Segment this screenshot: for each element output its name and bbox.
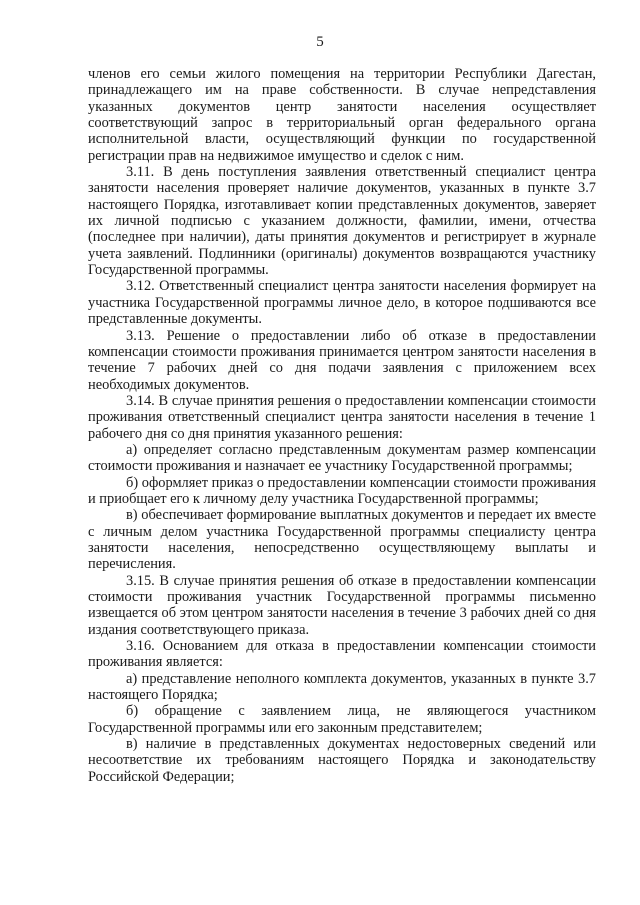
paragraph-3-13: 3.13. Решение о предоставлении либо об отказе в предоставлении компенсации стоимости проживания принимается центром занятости населения в течение 7 рабочих дней со дня подачи заявления с приложением всех необходимых документов. (88, 327, 596, 393)
document-body (88, 66, 596, 785)
paragraph-3-12: 3.12. Ответственный специалист центра занятости населения формирует на участника Государственной программы личное дело, в которое подшиваются все представленные документы. (88, 278, 596, 328)
paragraph-3-14-v: в) обеспечивает формирование выплатных документов и передает их вместе с личным делом участника Государственной программы специалисту центра занятости населения, непосредственно осуществляющему выплаты и перечисления. (88, 507, 596, 573)
paragraph-3-16-v: в) наличие в представленных документах недостоверных сведений или несоответствие их требованиям настоящего Порядка и законодательству Российской Федерации; (88, 736, 596, 785)
paragraph-continuation: членов его семьи жилого помещения на территории Республики Дагестан, принадлежащего им на праве собственности. В случае непредставления указанных документов центр занятости населения осуществляет соответствующий запрос в территориальный орган федерального органа исполнительной власти, осуществляющий функции по государственной регистрации прав на недвижимое имущество и сделок с ним. (88, 66, 596, 164)
paragraph-3-16-b: б) обращение с заявлением лица, не являющегося участником Государственной программы или его законным представителем; (88, 703, 596, 736)
paragraph-3-14-b: б) оформляет приказ о предоставлении компенсации стоимости проживания и приобщает его к личному делу участника Государственной программы; (88, 474, 596, 507)
paragraph-3-15: 3.15. В случае принятия решения об отказе в предоставлении компенсации стоимости проживания участник Государственной программы письменно извещается об этом центром занятости населения в течение 3 рабочих дней со дня издания соответствующего приказа. (88, 572, 596, 638)
paragraph-3-14: 3.14. В случае принятия решения о предоставлении компенсации стоимости проживания ответственный специалист центра занятости населения в течение 1 рабочего дня со дня принятия указанного решения: (88, 392, 596, 442)
paragraph-3-11: 3.11. В день поступления заявления ответственный специалист центра занятости населения проверяет наличие документов, указанных в пункте 3.7 настоящего Порядка, изготавливает копии представленных документов, заверяет их личной подписью с указанием должности, фамилии, имени, отчества (последнее при наличии), даты принятия документов и регистрирует в журнале учета заявлений. Подлинники (оригиналы) документов возвращаются участнику Государственной программы. (88, 164, 596, 279)
page-number: 5 (316, 34, 324, 50)
paragraph-3-16-a: а) представление неполного комплекта документов, указанных в пункте 3.7 настоящего Порядка; (88, 670, 596, 704)
paragraph-3-14-a: а) определяет согласно представленным документам размер компенсации стоимости проживания и назначает ее участнику Государственной программы; (88, 441, 596, 475)
paragraph-3-16: 3.16. Основанием для отказа в предоставлении компенсации стоимости проживания является: (88, 638, 596, 671)
